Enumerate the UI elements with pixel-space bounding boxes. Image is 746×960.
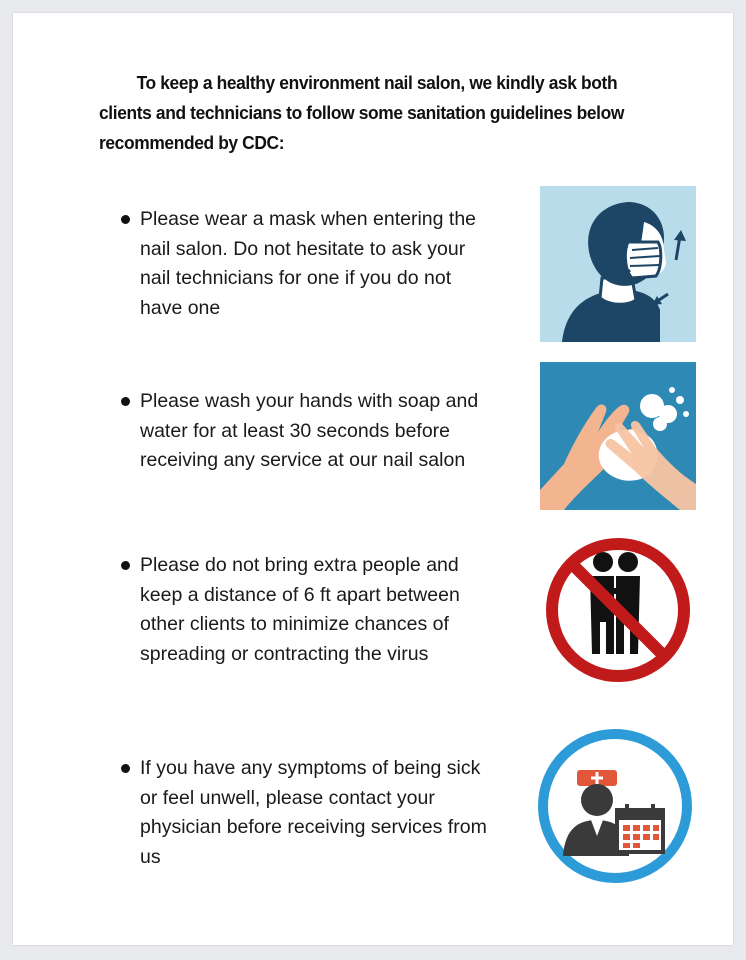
bullet-dot [121, 764, 130, 773]
guideline-item-wash [121, 387, 491, 476]
guideline-item-distance [121, 551, 491, 669]
no-crowding-icon [540, 532, 696, 688]
face-mask-icon [540, 186, 696, 342]
guideline-item-mask [121, 205, 491, 323]
bullet-dot [121, 215, 130, 224]
guideline-text: Please wash your hands with soap and water for at least 30 seconds before receiving any service at our nail salon [140, 390, 479, 471]
hand-washing-icon [540, 362, 696, 510]
bullet-dot [121, 397, 130, 406]
guideline-text: Please wear a mask when entering the nail salon. Do not hesitate to ask your nail technicians for one if you do not have one [140, 208, 477, 319]
guideline-text: If you have any symptoms of being sick or feel unwell, please contact your physician before receiving services from us [140, 757, 487, 868]
bullet-dot [121, 561, 130, 570]
guideline-text: Please do not bring extra people and keep a distance of 6 ft apart between other clients to minimize chances of spreading or contracting the virus [140, 554, 460, 665]
document-page [13, 13, 733, 945]
guideline-item-symptoms [121, 754, 491, 872]
doctor-appointment-icon [533, 726, 699, 890]
intro-text: To keep a healthy environment nail salon, we kindly ask both clients and technicians to follow some sanitation guidelines below recommended by CDC: [99, 72, 625, 153]
intro-paragraph [99, 68, 635, 158]
